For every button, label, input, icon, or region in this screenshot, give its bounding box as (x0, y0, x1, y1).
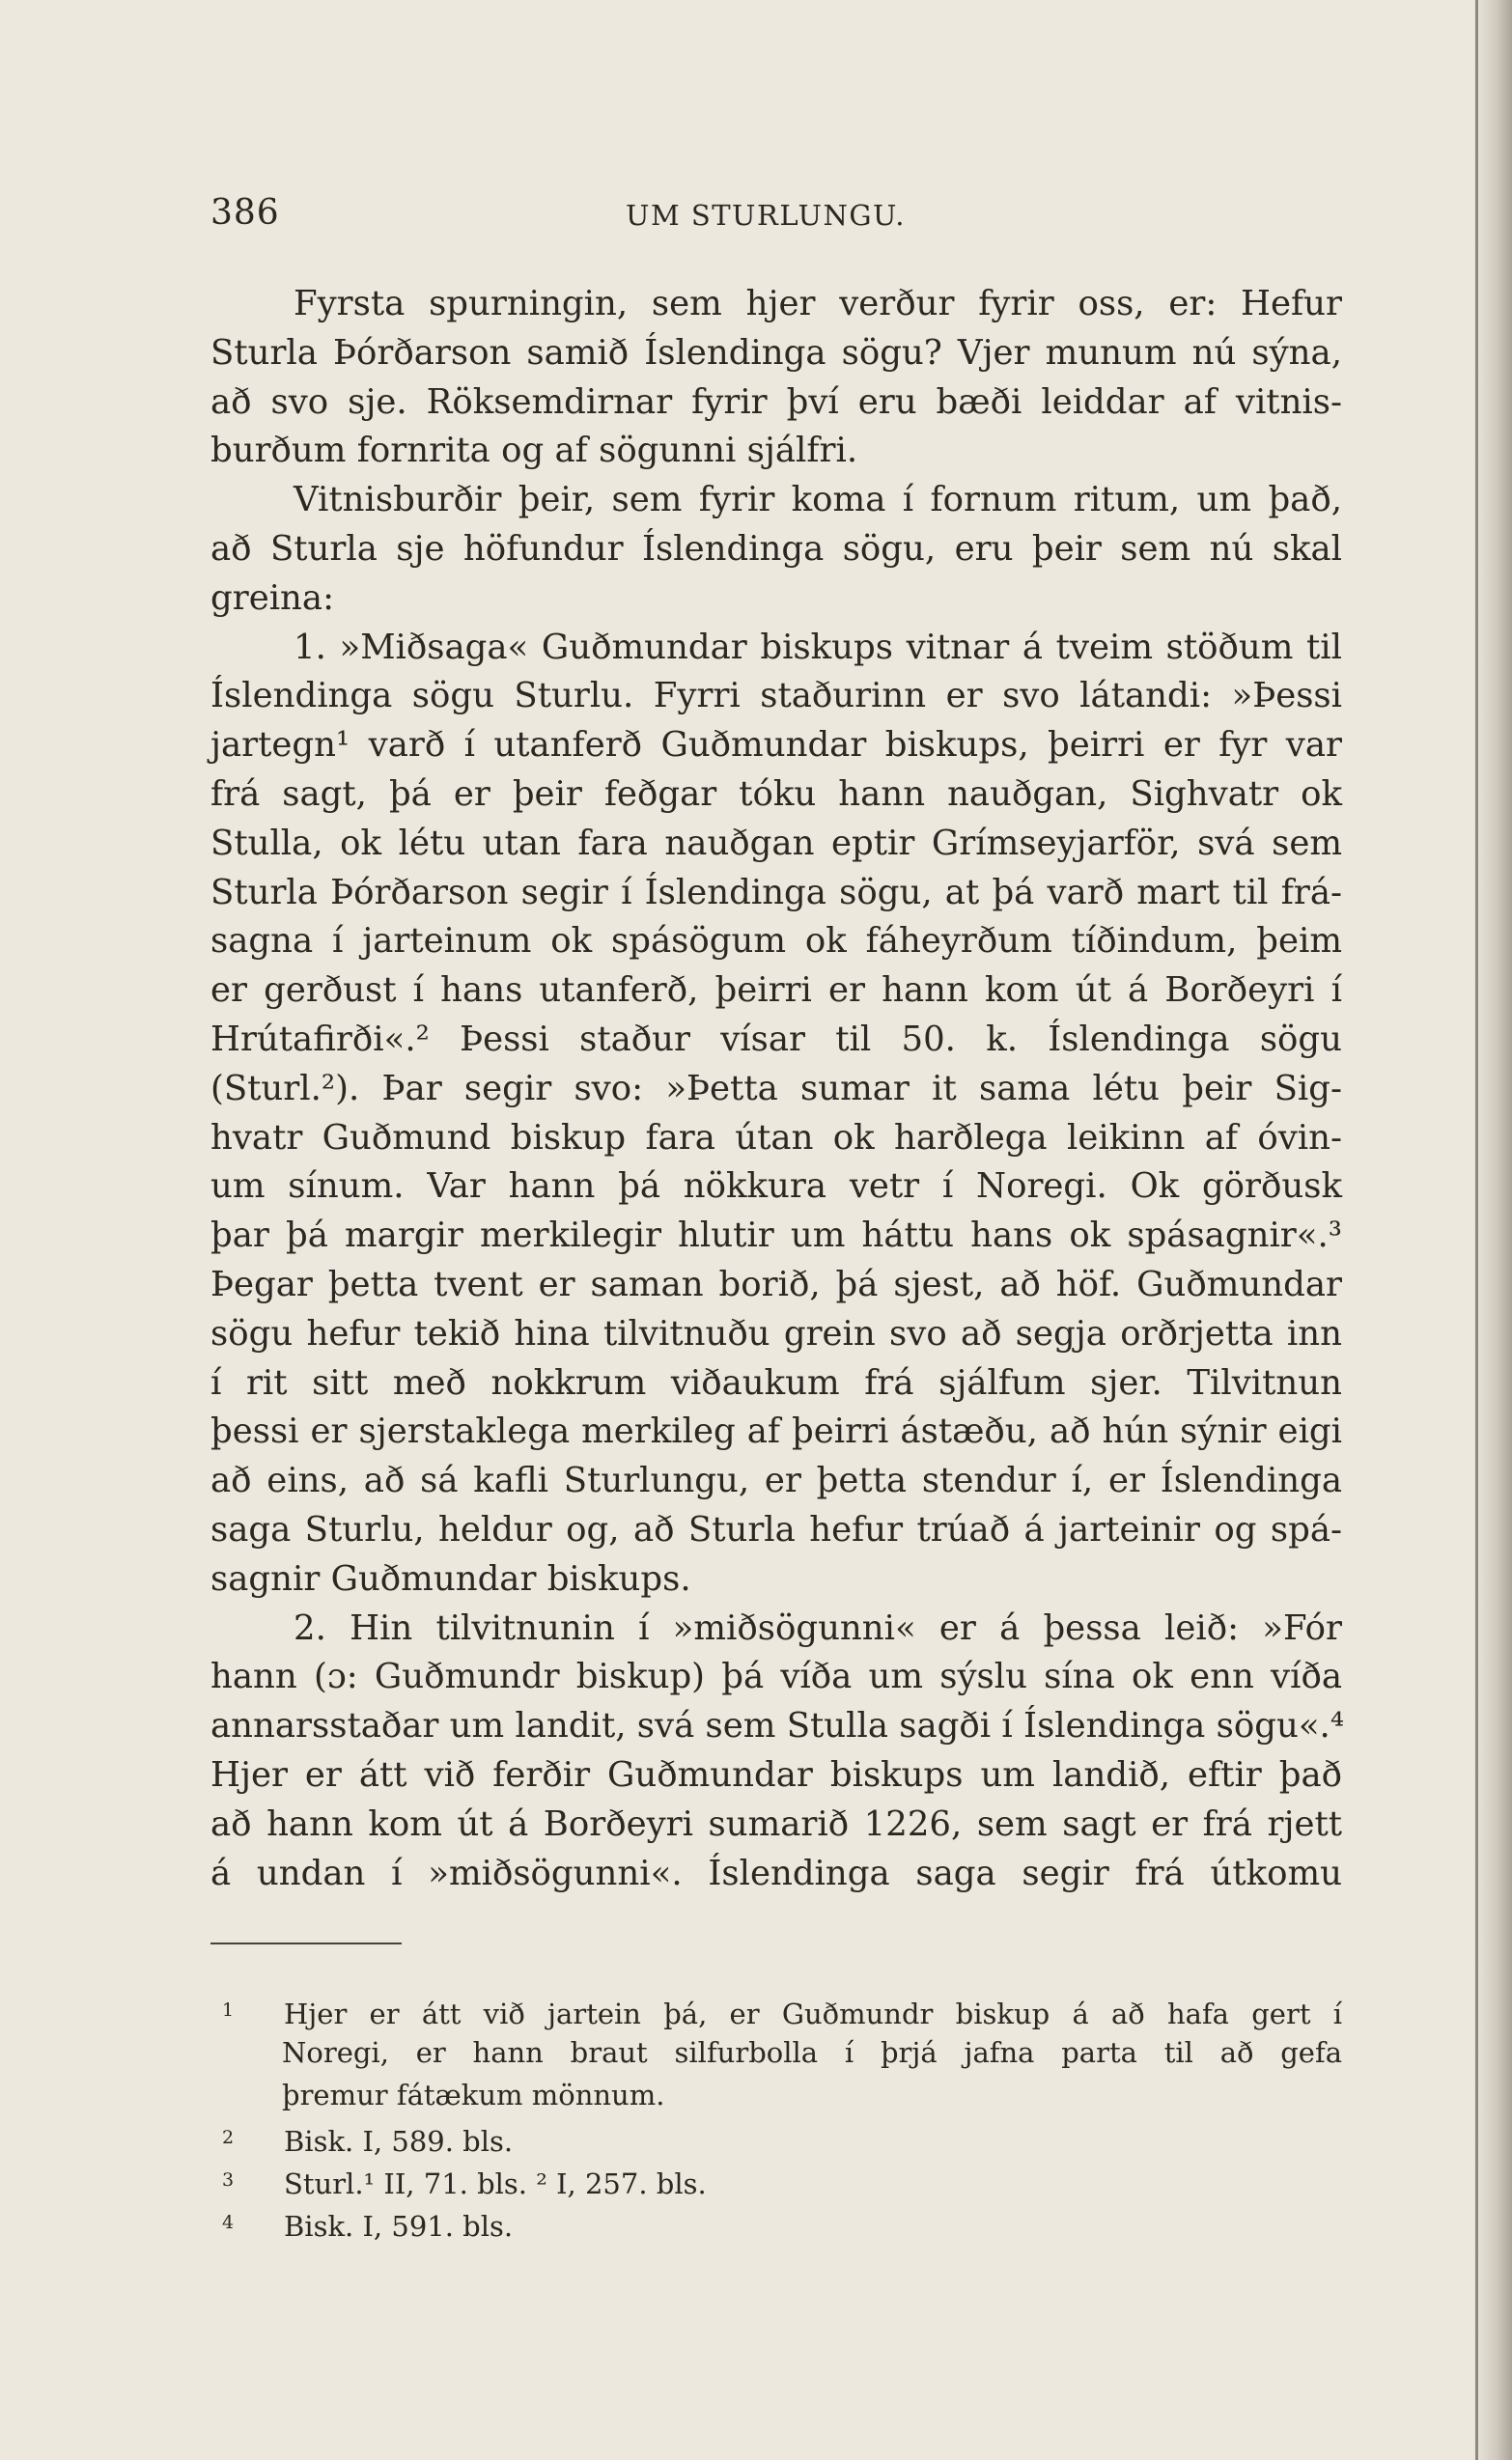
text-line: Þegar þetta tvent er saman borið, þá sjest, að höf. Guðmundar (210, 1264, 1342, 1304)
footnote-number: 2 (222, 2127, 235, 2148)
text-line: að eins, að sá kafli Sturlungu, er þetta stendur í, er Íslendinga (210, 1461, 1342, 1501)
text-line: Hjer er átt við ferðir Guðmundar biskups um landið, eftir það (210, 1754, 1342, 1795)
text-line: burðum fornrita og af sögunni sjálfri. (210, 431, 858, 471)
page-header (210, 193, 1342, 251)
text-line: (Sturl.²). Þar segir svo: »Þetta sumar it sama létu þeir Sig- (210, 1068, 1342, 1108)
footnotes (222, 1989, 1342, 2244)
text-line: 2. Hin tilvitnunin í »miðsögunni« er á þessa leið: »Fór (294, 1607, 1342, 1648)
text-line: Íslendinga sögu Sturlu. Fyrri staðurinn er svo látandi: »Þessi (210, 676, 1342, 716)
text-line: greina: (210, 577, 335, 618)
text-line: sögu hefur tekið hina tilvitnuðu grein svo að segja orðrjetta inn (210, 1313, 1342, 1354)
footnote (222, 2116, 1342, 2159)
text-line: annarsstaðar um landit, svá sem Stulla sagði í Íslendinga sögu«.⁴ (210, 1706, 1345, 1747)
text-line: á undan í »miðsögunni«. Íslendinga saga segir frá útkomu (210, 1853, 1342, 1893)
text-line: hvatr Guðmund biskup fara útan ok harðlega leikinn af óvin- (210, 1117, 1342, 1158)
text-line: í rit sitt með nokkrum viðaukum frá sjálfum sjer. Tilvitnun (210, 1362, 1342, 1403)
text-line: að Sturla sje höfundur Íslendinga sögu, eru þeir sem nú skal (210, 528, 1342, 569)
running-title: UM STURLUNGU. (626, 199, 906, 232)
footnote-continuation (222, 2074, 1342, 2116)
text-line: 1. »Miðsaga« Guðmundar biskups vitnar á tveim stöðum til (294, 627, 1342, 667)
text-line: þessi er sjerstaklega merkileg af þeirri ástæðu, að hún sýnir eigi (210, 1412, 1342, 1452)
text-line: sagna í jarteinum ok spásögum ok fáheyrðum tíðindum, þeim (210, 921, 1342, 962)
footnote-text: Bisk. I, 591. bls. (284, 2210, 514, 2243)
text-line: sagnir Guðmundar biskups. (210, 1558, 691, 1599)
footnote-number: 4 (222, 2212, 235, 2233)
binding-edge (1475, 0, 1478, 2460)
text-line: jartegn¹ varð í utanferð Guðmundar biskups, þeirri er fyr var (210, 725, 1342, 766)
footnote-text: þremur fátækum mönnum. (282, 2079, 665, 2111)
footnote-number: 3 (222, 2169, 235, 2191)
footnote-divider (210, 1943, 402, 1944)
text-line: þar þá margir merkilegir hlutir um háttu hans ok spásagnir«.³ (210, 1216, 1342, 1256)
text-line: Sturla Þórðarson segir í Íslendinga sögu, at þá varð mart til frá- (210, 872, 1342, 912)
text-line: saga Sturlu, heldur og, að Sturla hefur trúað á jarteinir og spá- (210, 1509, 1342, 1550)
footnote-continuation (222, 2031, 1342, 2074)
footnote-text: Noregi, er hann braut silfurbolla í þrjá jafna parta til að gefa (282, 2036, 1342, 2069)
text-line: Hrútafirði«.² Þessi staður vísar til 50. k. Íslendinga sögu (210, 1019, 1342, 1059)
body-text (210, 280, 1345, 1898)
text-line: Stulla, ok létu utan fara nauðgan eptir Grímseyjarför, svá sem (210, 823, 1342, 863)
text-line: Vitnisburðir þeir, sem fyrir koma í fornum ritum, um það, (294, 480, 1342, 520)
text-line: hann (ɔ: Guðmundr biskup) þá víða um sýslu sína ok enn víða (210, 1657, 1342, 1697)
text-line: er gerðust í hans utanferð, þeirri er hann kom út á Borðeyri í (210, 970, 1342, 1011)
text-line: Sturla Þórðarson samið Íslendinga sögu? Vjer munum nú sýna, (210, 332, 1342, 373)
footnote-number: 1 (222, 1999, 235, 2021)
footnote (222, 1989, 1342, 2031)
page-edge-shadow (1473, 0, 1512, 2460)
footnote (222, 2201, 1342, 2244)
text-line: frá sagt, þá er þeir feðgar tóku hann nauðgan, Sighvatr ok (210, 773, 1342, 814)
text-line: Fyrsta spurningin, sem hjer verður fyrir oss, er: Hefur (294, 284, 1342, 323)
page-number: 386 (210, 193, 280, 233)
text-line: um sínum. Var hann þá nökkura vetr í Noregi. Ok görðusk (210, 1166, 1342, 1207)
footnote-text: Sturl.¹ II, 71. bls. ² I, 257. bls. (284, 2167, 707, 2200)
footnote-text: Hjer er átt við jartein þá, er Guðmundr biskup á að hafa gert í (284, 1998, 1342, 2030)
text-line: að svo sje. Röksemdirnar fyrir því eru bæði leiddar af vitnis- (210, 381, 1342, 422)
text-line: að hann kom út á Borðeyri sumarið 1226, sem sagt er frá rjett (210, 1803, 1342, 1844)
footnote-text: Bisk. I, 589. bls. (284, 2125, 514, 2158)
footnote (222, 2159, 1342, 2201)
